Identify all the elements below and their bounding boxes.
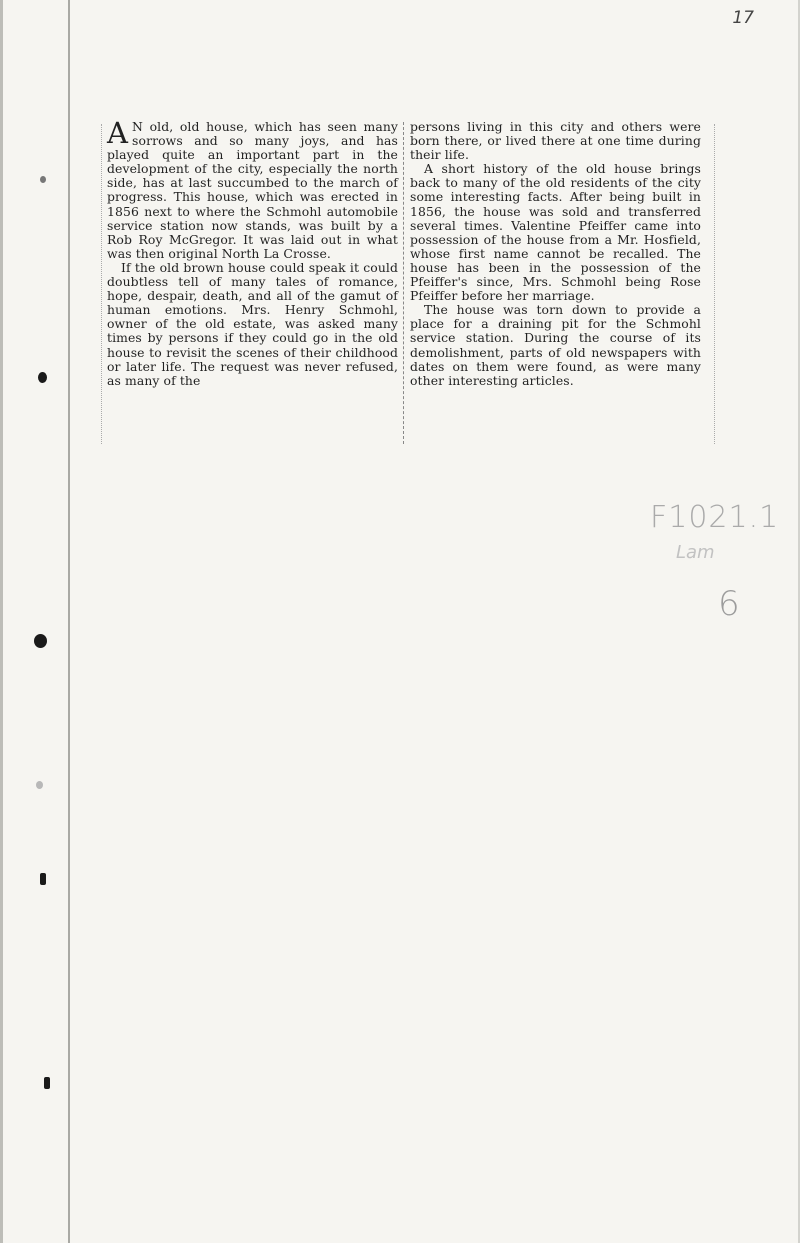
binder-mark [40, 176, 46, 183]
article-paragraph: persons living in this city and others were born there, or lived there at one time during their life. [410, 119, 701, 163]
article-paragraph: A short history of the old house brings back to many of the old residents of the city some interesting facts. After being built in 1856, the house was sold and transferred several times. Valentine Pfeiffer came into possession of the house from a Mr. Hosfield, whose first name cannot be recalled. The house has been in the possession of the Pfeiffer's since, Mrs. Schmohl being Rose Pfeiffer before her marriage. [410, 161, 701, 304]
pencil-number: 6 [718, 584, 740, 624]
binder-mark [36, 781, 43, 789]
article-paragraph: If the old brown house could speak it could doubtless tell of many tales of romance, hope, despair, death, and all of the gamut of human emotions. Mrs. Henry Schmohl, owner of the old estate, was asked many times by persons if they could go in the old house to revisit the scenes of their childhood or later life. The request was never refused, as many of the [107, 259, 398, 388]
newspaper-clipping [107, 116, 705, 448]
column-rule [403, 122, 404, 444]
article-left-column [107, 116, 398, 388]
pencil-catalog-mark: F1021.1 [650, 500, 780, 535]
page-number: 17 [732, 8, 754, 28]
binder-mark [44, 1077, 50, 1089]
binding-fold-line [68, 0, 70, 1243]
clipping-edge [714, 124, 715, 444]
paragraph-text: N old, old house, which has seen many sorrows and so many joys, and has played quite an important part in the development of the city, especially the north side, has at last succumbed to the march of progress. This house, which was erected in 1856 next to where the Schmohl automobile service station now stands, was built by a Rob Roy McGregor. It was laid out in what was then original North La Crosse. [107, 119, 398, 261]
article-right-column [410, 120, 701, 388]
article-paragraph: The house was torn down to provide a place for a draining pit for the Schmohl service station. During the course of its demolishment, parts of old newspapers with dates on them were found, as were many other interesting articles. [410, 302, 701, 388]
pencil-catalog-subnote: Lam [676, 542, 715, 563]
binder-hole [34, 634, 47, 648]
drop-cap: A [107, 116, 129, 150]
clipping-edge [101, 124, 102, 444]
article-paragraph [107, 116, 398, 261]
binder-mark [40, 873, 46, 885]
binder-mark [38, 372, 47, 383]
